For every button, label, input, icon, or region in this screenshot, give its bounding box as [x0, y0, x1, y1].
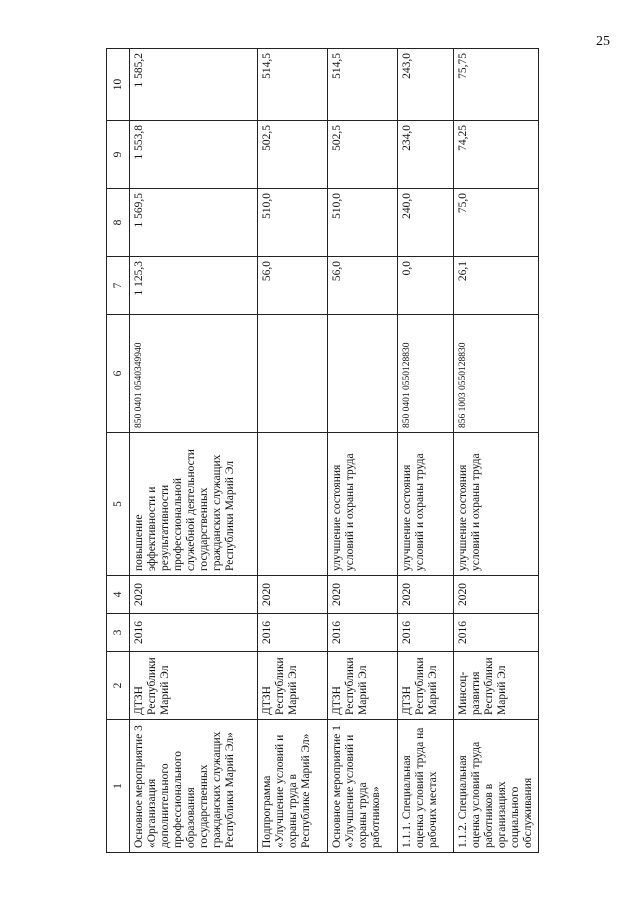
cell-start-year: 2016 [454, 614, 539, 652]
cell-expected-result: улучшение состояния условий и охраны труда [398, 433, 454, 576]
table-row [398, 49, 454, 853]
cell-value-col8: 510,0 [328, 189, 398, 257]
cell-end-year: 2020 [398, 576, 454, 614]
cell-executor: ДТЗН Республики Марий Эл [258, 652, 328, 720]
header-col-1: 1 [107, 720, 130, 853]
cell-activity-name: 1.1.1. Специальная оценка условий труда на рабочих местах [398, 720, 454, 853]
cell-budget-code: 856 1003 0550128830 [454, 315, 539, 433]
header-col-4: 4 [107, 576, 130, 614]
cell-budget-code [258, 315, 328, 433]
cell-value-col7: 0,0 [398, 257, 454, 315]
table-row [328, 49, 398, 853]
header-row [107, 49, 130, 853]
cell-value-col9: 74,25 [454, 121, 539, 189]
cell-start-year: 2016 [130, 614, 258, 652]
cell-executor: Минсоц-развития Республики Марий Эл [454, 652, 539, 720]
header-col-9: 9 [107, 121, 130, 189]
cell-value-col9: 234,0 [398, 121, 454, 189]
cell-budget-code [328, 315, 398, 433]
cell-budget-code: 850 0401 0540349940 [130, 315, 258, 433]
cell-executor: ДТЗН Республики Марий Эл [398, 652, 454, 720]
cell-end-year: 2020 [328, 576, 398, 614]
cell-activity-name: Основное мероприятие 1 «Улучшение условий и охраны труда работников» [328, 720, 398, 853]
cell-value-col8: 75,0 [454, 189, 539, 257]
cell-value-col10: 514,5 [258, 49, 328, 121]
cell-value-col7: 56,0 [258, 257, 328, 315]
cell-start-year: 2016 [398, 614, 454, 652]
cell-executor: ДТЗН Республики Марий Эл [328, 652, 398, 720]
cell-expected-result: повышение эффективности и результативности профессиональной служебной деятельности государственных гражданских служащих Республики Марий Эл [130, 433, 258, 576]
header-col-7: 7 [107, 257, 130, 315]
cell-end-year: 2020 [258, 576, 328, 614]
page-number: 25 [596, 34, 610, 49]
cell-value-col10: 1 585,2 [130, 49, 258, 121]
cell-expected-result: улучшение состояния условий и охраны труда [454, 433, 539, 576]
cell-start-year: 2016 [258, 614, 328, 652]
cell-expected-result: улучшение состояния условий и охраны труда [328, 433, 398, 576]
header-col-6: 6 [107, 315, 130, 433]
cell-start-year: 2016 [328, 614, 398, 652]
cell-executor: ДТЗН Республики Марий Эл [130, 652, 258, 720]
header-col-2: 2 [107, 652, 130, 720]
cell-budget-code: 850 0401 0550128830 [398, 315, 454, 433]
cell-activity-name: 1.1.2. Специальная оценка условий труда работников в организациях социального обслуживания [454, 720, 539, 853]
cell-value-col9: 502,5 [328, 121, 398, 189]
program-table-container [106, 49, 534, 853]
cell-value-col8: 1 569,5 [130, 189, 258, 257]
header-col-8: 8 [107, 189, 130, 257]
cell-value-col10: 514,5 [328, 49, 398, 121]
table-row [130, 49, 258, 853]
cell-activity-name: Основное мероприятие 3 «Организация дополнительного профессионального образования государственных гражданских служащих Республики Марий Эл» [130, 720, 258, 853]
header-col-5: 5 [107, 433, 130, 576]
cell-expected-result [258, 433, 328, 576]
header-col-3: 3 [107, 614, 130, 652]
cell-value-col8: 240,0 [398, 189, 454, 257]
cell-value-col7: 1 125,3 [130, 257, 258, 315]
table-row [258, 49, 328, 853]
cell-value-col9: 502,5 [258, 121, 328, 189]
cell-activity-name: Подпрограмма «Улучшение условий и охраны труда в Республике Марий Эл» [258, 720, 328, 853]
header-col-10: 10 [107, 49, 130, 121]
cell-value-col7: 26,1 [454, 257, 539, 315]
cell-value-col7: 56,0 [328, 257, 398, 315]
cell-end-year: 2020 [454, 576, 539, 614]
cell-value-col10: 243,0 [398, 49, 454, 121]
program-table [106, 48, 539, 853]
cell-value-col10: 75,75 [454, 49, 539, 121]
cell-value-col9: 1 553,8 [130, 121, 258, 189]
cell-value-col8: 510,0 [258, 189, 328, 257]
table-row [454, 49, 539, 853]
cell-end-year: 2020 [130, 576, 258, 614]
